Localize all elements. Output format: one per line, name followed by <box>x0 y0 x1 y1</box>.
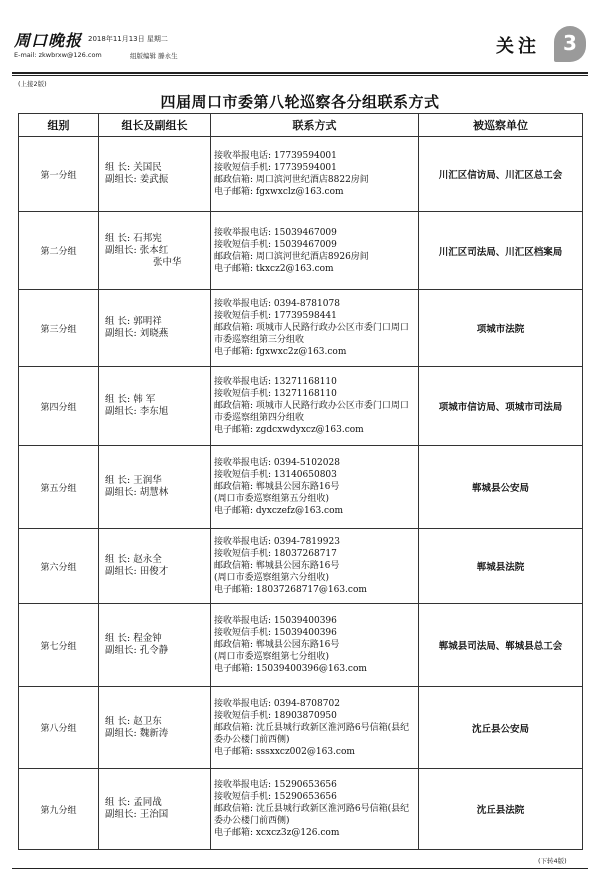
leader-name: 赵永全 <box>133 554 162 565</box>
leader-name: 孟同战 <box>133 797 162 808</box>
contact-cell <box>211 769 419 850</box>
continued-to-note: (下转4版) <box>538 857 567 865</box>
table-row <box>19 604 583 687</box>
contact-cell <box>211 290 419 367</box>
contact-cell <box>211 687 419 769</box>
continued-from-note: (上接2版) <box>18 80 47 88</box>
header-contact: 联系方式 <box>211 114 419 137</box>
leader-name: 魏新涛 <box>139 727 169 739</box>
contact-line: 邮政信箱: 项城市人民路行政办公区市委门口周口市委巡察组第四分组收 <box>214 401 409 423</box>
group-name: 第八分组 <box>19 687 99 769</box>
leaders-cell <box>99 212 211 290</box>
contact-line: 接收举报电话: 13271168110 <box>214 377 337 387</box>
contact-cell <box>211 529 419 604</box>
contact-line: 接收短信手机: 13140650803 <box>214 470 337 480</box>
contact-line: 邮政信箱: 郸城县公园东路16号 <box>214 640 340 650</box>
leader-entry <box>105 394 210 406</box>
contact-line: 接收举报电话: 17739594001 <box>214 151 337 161</box>
leader-name: 石邦宪 <box>133 232 162 244</box>
leader-name: 程金钟 <box>133 633 162 644</box>
contact-line: (周口市委巡察组第七分组收) <box>214 652 330 662</box>
leader-entry <box>105 475 210 487</box>
contact-email-line[interactable]: 电子邮箱: fgxwxc2z@163.com <box>214 347 347 357</box>
inspected-unit: 川汇区司法局、川汇区档案局 <box>419 212 583 290</box>
leader-entry <box>105 162 210 174</box>
leader-role: 副组长: <box>105 487 137 498</box>
leader-entry <box>105 797 210 809</box>
inspected-unit: 沈丘县公安局 <box>419 687 583 769</box>
group-name: 第二分组 <box>19 212 99 290</box>
contact-cell <box>211 446 419 529</box>
contact-line: 接收举报电话: 15290653656 <box>214 780 337 790</box>
contact-cell <box>211 604 419 687</box>
leader-entry <box>105 645 210 657</box>
leader-entry <box>105 328 210 340</box>
table-row <box>19 769 583 850</box>
contact-line: 接收短信手机: 15039400396 <box>214 628 337 638</box>
leader-name: 田俊才 <box>139 566 169 577</box>
group-name: 第四分组 <box>19 367 99 446</box>
contact-line: 接收举报电话: 0394-8708702 <box>214 698 340 709</box>
leader-role: 副组长: <box>105 566 137 577</box>
contact-email-line[interactable]: 电子邮箱: xcxcz3z@126.com <box>214 828 340 838</box>
leader-role: 副组长: <box>105 809 137 820</box>
group-name: 第九分组 <box>19 769 99 850</box>
contact-cell <box>211 137 419 212</box>
leader-role: 组 长: <box>105 797 131 808</box>
leader-entry <box>105 316 210 328</box>
leader-name: 李东旭 <box>139 406 169 417</box>
newspaper-logo: 周口晚报 <box>14 31 83 50</box>
table-row <box>19 212 583 290</box>
contact-line: 邮政信箱: 郸城县公园东路16号 <box>214 482 340 492</box>
leaders-cell <box>99 604 211 687</box>
group-name: 第五分组 <box>19 446 99 529</box>
leaders-cell <box>99 137 211 212</box>
leader-entry <box>105 257 210 269</box>
table-row <box>19 529 583 604</box>
leader-name: 刘晓燕 <box>139 328 169 339</box>
leaders-cell <box>99 529 211 604</box>
leaders-cell <box>99 367 211 446</box>
leader-name: 郭明祥 <box>133 316 162 327</box>
contact-line: 邮政信箱: 郸城县公园东路16号 <box>214 561 340 571</box>
contact-email[interactable]: E-mail: zkwbrxw@126.com <box>14 51 102 59</box>
contact-cell <box>211 212 419 290</box>
contact-line: 接收举报电话: 0394-5102028 <box>214 458 340 468</box>
header-rule-thin <box>12 75 588 76</box>
leader-role: 组 长: <box>105 232 131 244</box>
leader-role: 副组长: <box>105 328 137 339</box>
layout-editor: 组版编辑 滕永生 <box>130 52 178 60</box>
leaders-cell <box>99 290 211 367</box>
contact-email-line[interactable]: 电子邮箱: dyxczefz@163.com <box>214 506 344 516</box>
contact-line: (周口市委巡察组第六分组收) <box>214 573 330 583</box>
contact-line: 接收短信手机: 18037268717 <box>214 549 337 559</box>
leaders-cell <box>99 446 211 529</box>
leader-name: 张本红 <box>139 244 169 256</box>
leader-role: 组 长: <box>105 162 131 173</box>
contact-email-line[interactable]: 电子邮箱: 15039400396@163.com <box>214 664 367 674</box>
masthead <box>12 26 588 68</box>
contact-line: 接收短信手机: 18903870950 <box>214 710 337 721</box>
leader-entry <box>105 633 210 645</box>
header-rule-thick <box>12 72 588 74</box>
leader-role: 副组长: <box>105 406 137 417</box>
leaders-cell <box>99 687 211 769</box>
inspected-unit: 川汇区信访局、川汇区总工会 <box>419 137 583 212</box>
inspected-unit: 郸城县公安局 <box>419 446 583 529</box>
group-name: 第三分组 <box>19 290 99 367</box>
inspected-unit: 沈丘县法院 <box>419 769 583 850</box>
footer-rule <box>12 868 588 869</box>
inspected-unit: 项城市法院 <box>419 290 583 367</box>
leader-role: 组 长: <box>105 394 131 405</box>
table-row <box>19 446 583 529</box>
contact-email-line[interactable]: 电子邮箱: zgdcxwdyxcz@163.com <box>214 425 364 435</box>
leader-name: 王治国 <box>139 809 169 820</box>
leader-role: 组 长: <box>105 316 131 327</box>
leader-entry <box>105 809 210 821</box>
table-row <box>19 290 583 367</box>
leader-name: 王润华 <box>133 475 162 486</box>
table-row <box>19 137 583 212</box>
leader-name: 姜武振 <box>139 174 169 185</box>
table-title: 四届周口市委第八轮巡察各分组联系方式 <box>160 93 440 111</box>
contact-line: 邮政信箱: 周口滨河世纪酒店8926房间 <box>214 251 369 262</box>
contact-line: 邮政信箱: 沈丘县城行政新区淮河路6号信箱(县纪委办公楼门前西侧) <box>214 722 410 745</box>
contact-line: 接收短信手机: 15039467009 <box>214 239 337 250</box>
contact-email-line[interactable]: 电子邮箱: 18037268717@163.com <box>214 585 367 595</box>
issue-date: 2018年11月13日 星期二 <box>88 35 168 43</box>
leader-name: 韩 军 <box>133 394 156 405</box>
leader-role: 副组长: <box>105 244 137 256</box>
contact-line: 邮政信箱: 周口滨河世纪酒店8822房间 <box>214 175 369 185</box>
contact-line: 接收举报电话: 0394-8781078 <box>214 299 340 309</box>
leader-role: 副组长: <box>105 645 137 656</box>
header-target: 被巡察单位 <box>419 114 583 137</box>
page-number-badge: 3 <box>554 26 586 62</box>
contact-line: 接收短信手机: 17739594001 <box>214 163 337 173</box>
leader-role: 组 长: <box>105 475 131 486</box>
leader-role: 组 长: <box>105 554 131 565</box>
leader-name: 胡慧林 <box>139 487 169 498</box>
table-row <box>19 367 583 446</box>
leader-entry <box>105 566 210 578</box>
leader-entry <box>105 406 210 418</box>
contact-email-line[interactable]: 电子邮箱: sssxxcz002@163.com <box>214 746 355 757</box>
leader-entry <box>105 487 210 499</box>
contact-cell <box>211 367 419 446</box>
contact-line: 接收短信手机: 15290653656 <box>214 792 337 802</box>
contact-line: 接收举报电话: 15039400396 <box>214 616 337 626</box>
leader-entry <box>105 728 210 740</box>
contact-email-line[interactable]: 电子邮箱: fgxwxclz@163.com <box>214 187 344 197</box>
leader-role: 组 长: <box>105 715 131 727</box>
leader-role: 副组长: <box>105 174 137 185</box>
inspected-unit: 郸城县法院 <box>419 529 583 604</box>
leader-entry <box>105 554 210 566</box>
contact-line: 接收举报电话: 0394-7819923 <box>214 537 340 547</box>
contact-line: 接收短信手机: 17739598441 <box>214 311 337 321</box>
contact-line: 接收短信手机: 13271168110 <box>214 389 337 399</box>
table-row <box>19 687 583 769</box>
leader-role: 副组长: <box>105 727 137 739</box>
leader-role: 组 长: <box>105 633 131 644</box>
leader-entry <box>105 233 210 245</box>
contact-email-line[interactable]: 电子邮箱: tkxcz2@163.com <box>214 263 334 274</box>
contact-line: 邮政信箱: 项城市人民路行政办公区市委门口周口市委巡察组第三分组收 <box>214 323 409 345</box>
leader-name: 张中华 <box>153 256 182 268</box>
table-header-row <box>19 114 583 137</box>
section-title: 关注 <box>496 36 540 57</box>
group-name: 第六分组 <box>19 529 99 604</box>
leader-name: 孔令静 <box>139 645 169 656</box>
contact-table <box>18 113 583 850</box>
leader-entry <box>105 716 210 728</box>
leader-entry <box>105 245 210 257</box>
group-name: 第七分组 <box>19 604 99 687</box>
leader-name: 关国民 <box>133 162 162 173</box>
header-leaders: 组长及副组长 <box>99 114 211 137</box>
contact-line: (周口市委巡察组第五分组收) <box>214 494 330 504</box>
group-name: 第一分组 <box>19 137 99 212</box>
leader-entry <box>105 174 210 186</box>
leader-name: 赵卫东 <box>133 715 162 727</box>
header-group: 组别 <box>19 114 99 137</box>
inspected-unit: 项城市信访局、项城市司法局 <box>419 367 583 446</box>
inspected-unit: 郸城县司法局、郸城县总工会 <box>419 604 583 687</box>
contact-line: 接收举报电话: 15039467009 <box>214 227 337 238</box>
contact-line: 邮政信箱: 沈丘县城行政新区淮河路6号信箱(县纪委办公楼门前西侧) <box>214 804 410 826</box>
leaders-cell <box>99 769 211 850</box>
